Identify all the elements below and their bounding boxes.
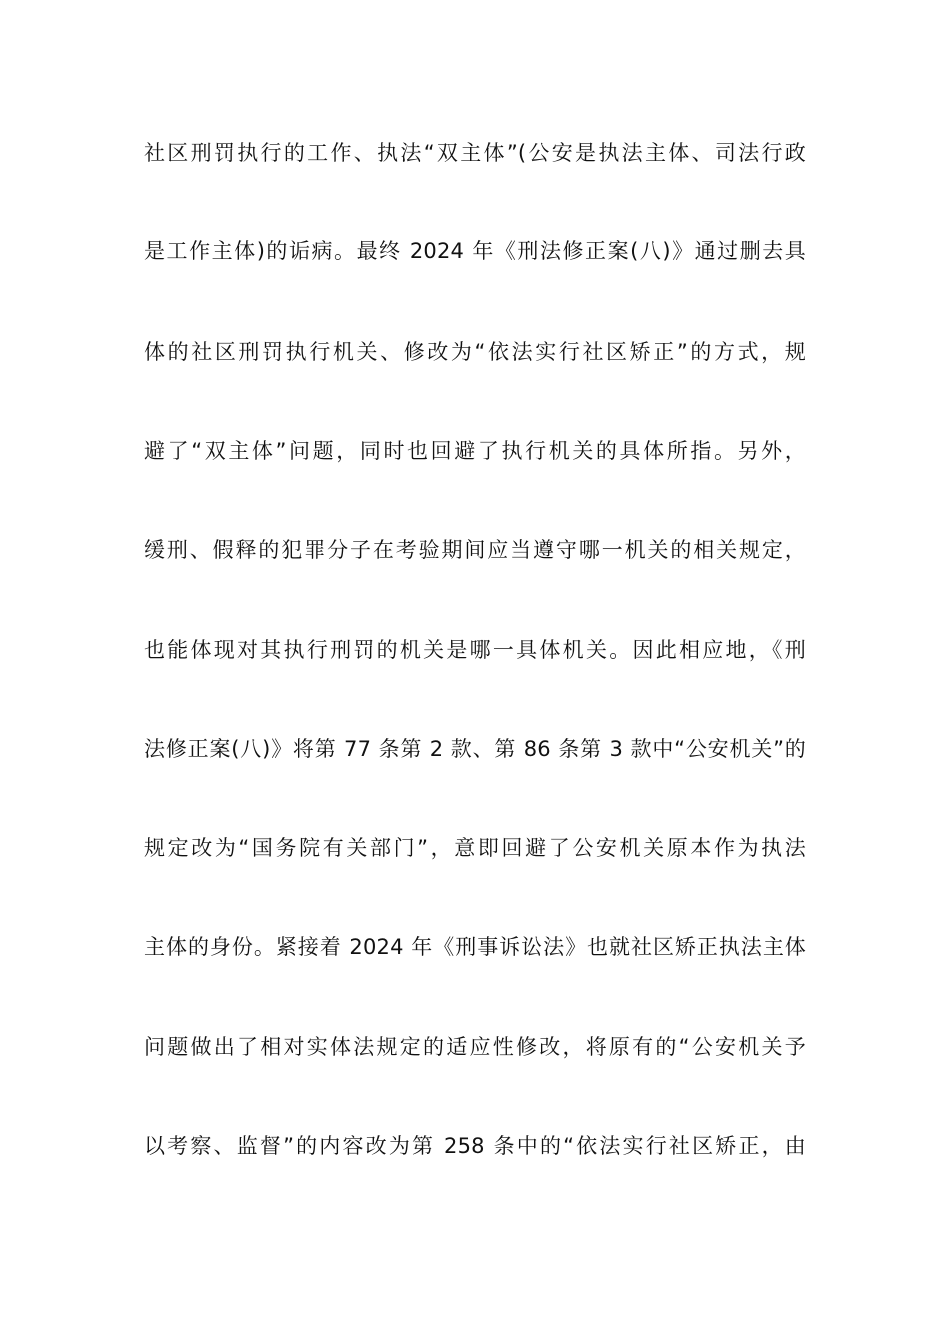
body-text-line: 问题做出了相对实体法规定的适应性修改，将原有的“公安机关予 <box>144 1035 806 1059</box>
body-text-line: 体的社区刑罚执行机关、修改为“依法实行社区矫正”的方式，规 <box>144 340 806 364</box>
body-text-line: 主体的身份。紧接着 2024 年《刑事诉讼法》也就社区矫正执法主体 <box>144 935 806 959</box>
body-text-line: 缓刑、假释的犯罪分子在考验期间应当遵守哪一机关的相关规定， <box>144 538 806 562</box>
body-text-line: 社区刑罚执行的工作、执法“双主体”(公安是执法主体、司法行政 <box>144 141 806 165</box>
body-text-line: 法修正案(八)》将第 77 条第 2 款、第 86 条第 3 款中“公安机关”的 <box>144 737 806 761</box>
body-text-line: 是工作主体)的诟病。最终 2024 年《刑法修正案(八)》通过删去具 <box>144 239 806 263</box>
body-text-line: 以考察、监督”的内容改为第 258 条中的“依法实行社区矫正，由 <box>144 1134 806 1158</box>
body-text-line: 规定改为“国务院有关部门”，意即回避了公安机关原本作为执法 <box>144 836 806 860</box>
body-text-line: 避了“双主体”问题，同时也回避了执行机关的具体所指。另外， <box>144 439 806 463</box>
body-text-line: 也能体现对其执行刑罚的机关是哪一具体机关。因此相应地，《刑 <box>144 638 806 662</box>
